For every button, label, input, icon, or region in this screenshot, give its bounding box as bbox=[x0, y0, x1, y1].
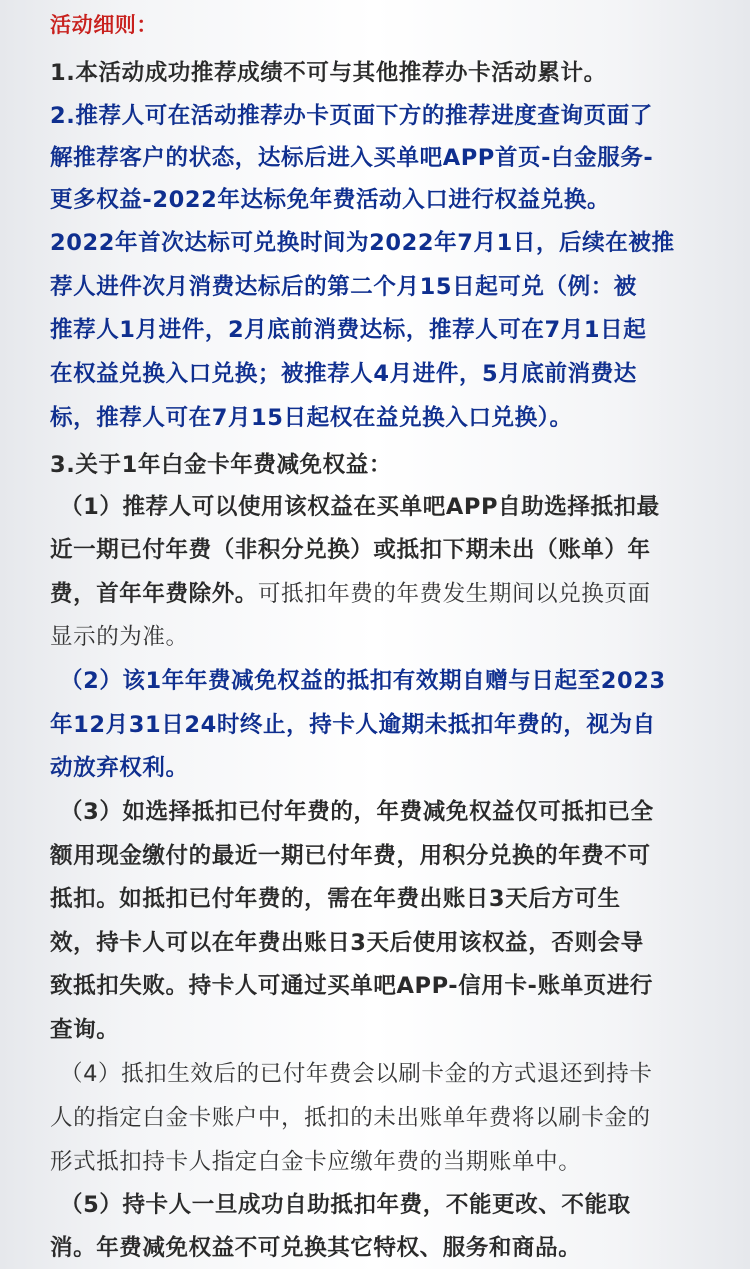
rule-3-2-line: （2）该1年年费减免权益的抵扣有效期自赠与日起至2023 bbox=[60, 668, 666, 694]
rule-3-1-normal: 可抵扣年费的年费发生期间以兑换页面 bbox=[257, 581, 651, 607]
rule-2-line: 标，推荐人可在7月15日起权在益兑换入口兑换）。 bbox=[50, 405, 573, 431]
rule-3-2-line: 动放弃权利。 bbox=[50, 755, 189, 781]
rule-3-3-line: 致抵扣失败。持卡人可通过买单吧APP-信用卡-账单页进行 bbox=[50, 973, 653, 999]
rule-3-2-line: 年12月31日24时终止，持卡人逾期未抵扣年费的，视为自 bbox=[50, 712, 656, 738]
rule-3-1-line: （1）推荐人可以使用该权益在买单吧APP自助选择抵扣最 bbox=[60, 494, 660, 520]
rule-3-5-line: 消。年费减免权益不可兑换其它特权、服务和商品。 bbox=[50, 1235, 582, 1261]
rule-2-line: 荐人进件次月消费达标后的第二个月15日起可兑（例：被 bbox=[50, 274, 637, 300]
rule-3-1-bold: 费，首年年费除外。 bbox=[50, 581, 258, 607]
rule-3-3-line: 效，持卡人可以在年费出账日3天后使用该权益，否则会导 bbox=[50, 930, 644, 956]
rule-3-1-line bbox=[50, 579, 651, 611]
rule-3-3-line: 查询。 bbox=[50, 1017, 120, 1043]
rule-3-3-line: 额用现金缴付的最近一期已付年费，用积分兑换的年费不可 bbox=[50, 843, 651, 869]
rule-3-1-line: 近一期已付年费（非积分兑换）或抵扣下期未出（账单）年 bbox=[50, 537, 651, 563]
rule-2-line: 解推荐客户的状态，达标后进入买单吧APP首页-白金服务- bbox=[50, 145, 654, 171]
rule-3-3-line: 抵扣。如抵扣已付年费的，需在年费出账日3天后方可生 bbox=[50, 886, 621, 912]
rule-1: 1.本活动成功推荐成绩不可与其他推荐办卡活动累计。 bbox=[50, 60, 607, 86]
rule-3-heading: 3.关于1年白金卡年费减免权益： bbox=[50, 452, 392, 478]
rule-3-4-line: （4）抵扣生效后的已付年费会以刷卡金的方式退还到持卡 bbox=[60, 1061, 653, 1087]
rule-2-line: 2022年首次达标可兑换时间为2022年7月1日，后续在被推 bbox=[50, 230, 675, 256]
rule-3-3-line: （3）如选择抵扣已付年费的，年费减免权益仅可抵扣已全 bbox=[60, 799, 654, 825]
rules-title: 活动细则： bbox=[50, 13, 158, 37]
rule-3-4-line: 形式抵扣持卡人指定白金卡应缴年费的当期账单中。 bbox=[50, 1149, 582, 1175]
rule-3-5-line: （5）持卡人一旦成功自助抵扣年费，不能更改、不能取 bbox=[60, 1192, 631, 1218]
rule-3-4-line: 人的指定白金卡账户中，抵扣的未出账单年费将以刷卡金的 bbox=[50, 1105, 651, 1131]
rule-2-line: 2.推荐人可在活动推荐办卡页面下方的推荐进度查询页面了 bbox=[50, 103, 653, 129]
rule-2-line: 推荐人1月进件，2月底前消费达标，推荐人可在7月1日起 bbox=[50, 317, 647, 343]
rule-3-1-line: 显示的为准。 bbox=[50, 624, 189, 650]
rule-2-line: 在权益兑换入口兑换；被推荐人4月进件，5月底前消费达 bbox=[50, 361, 637, 387]
rule-2-line: 更多权益-2022年达标免年费活动入口进行权益兑换。 bbox=[50, 187, 611, 213]
